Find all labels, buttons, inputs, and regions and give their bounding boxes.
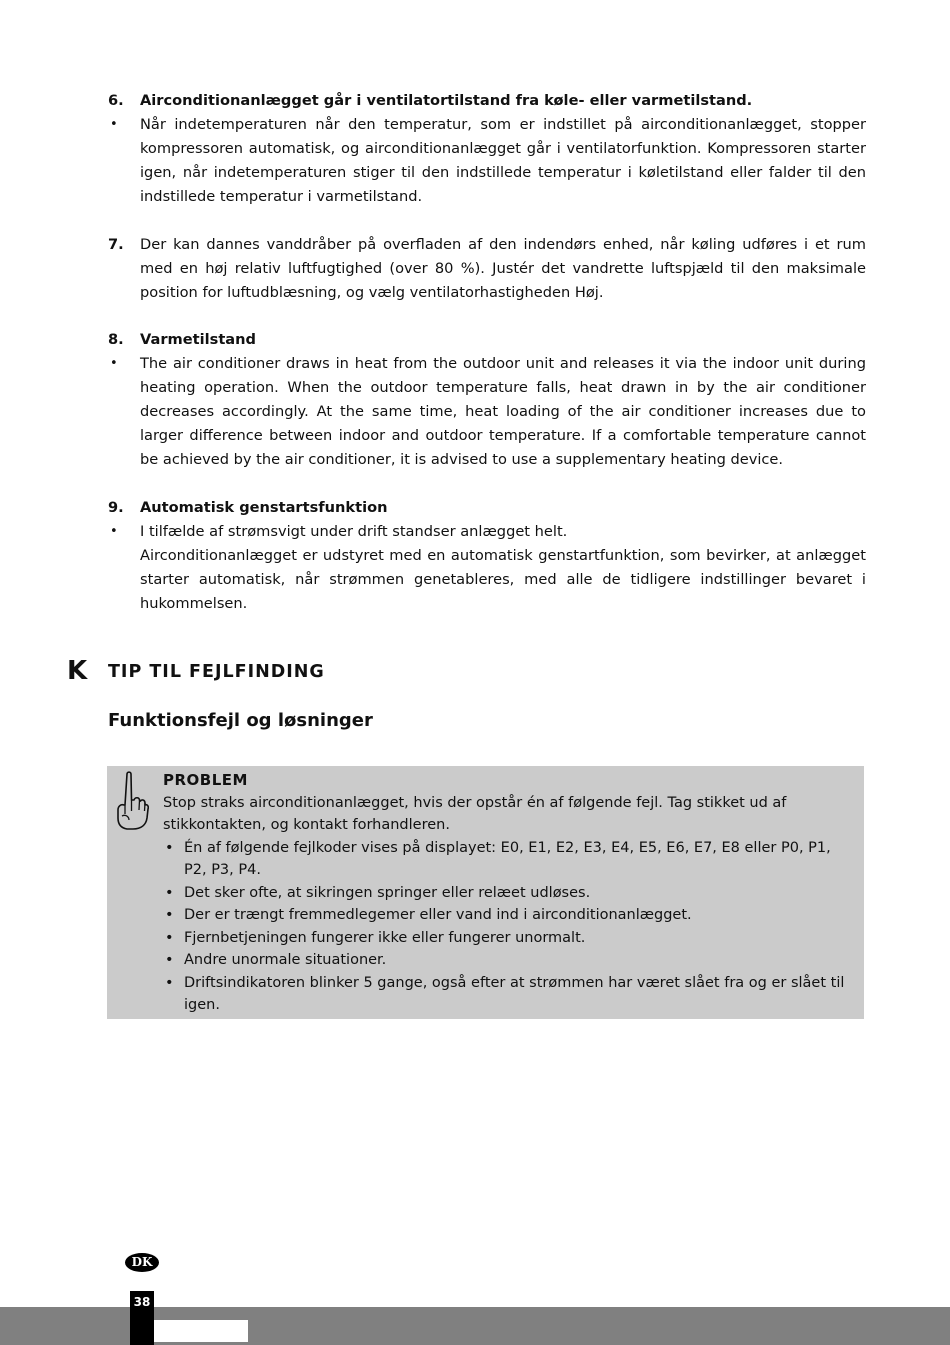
- list-item: • Der er trængt fremmedlegemer eller vand ind i airconditionanlægget.: [163, 904, 853, 927]
- bullet-icon: •: [110, 117, 118, 132]
- item-bullet-text: Når indetemperaturen når den temperatur, som er indstillet på airconditionanlægget, stopper kompressoren automatisk, og airconditionanlægget går i ventilatorfunktion. Kompressoren starter igen, når indetemperaturen stiger til den indstillede temperatur i køletilstand eller falder til den indstillede temperatur i varmetilstand.: [140, 116, 866, 205]
- problem-title: PROBLEM: [163, 771, 248, 789]
- bullet-icon: •: [165, 974, 174, 991]
- section-letter: K: [67, 656, 88, 686]
- item-heading: Airconditionanlægget går i ventilatortilstand fra køle- eller varmetilstand.: [140, 92, 753, 109]
- item-continuation-text: Airconditionanlægget er udstyret med en automatisk genstartfunktion, som bevirker, at anlægget starter automatisk, når strømmen genetableres, med alle de tidligere indstillinger bevaret i hukommelsen.: [140, 547, 866, 612]
- list-item: • Én af følgende fejlkoder vises på displayet: E0, E1, E2, E3, E4, E5, E6, E7, E8 eller P0, P1, P2, P3, P4.: [163, 837, 853, 882]
- bullet-icon: •: [110, 356, 118, 371]
- section-title: TIP TIL FEJLFINDING: [108, 662, 325, 682]
- list-item: • Andre unormale situationer.: [163, 949, 853, 972]
- section-subtitle: Funktionsfejl og løsninger: [108, 710, 373, 731]
- problem-intro: Stop straks airconditionanlægget, hvis der opstår én af følgende fejl. Tag stikket ud af stikkontakten, og kontakt forhandleren.: [163, 794, 787, 833]
- bullet-icon: •: [165, 952, 174, 968]
- list-item: • Fjernbetjeningen fungerer ikke eller fungerer unormalt.: [163, 927, 853, 950]
- item-6: [108, 89, 866, 209]
- item-number: 6.: [108, 92, 124, 109]
- list-item: • Det sker ofte, at sikringen springer eller relæet udløses.: [163, 882, 853, 905]
- item-bullet-text: The air conditioner draws in heat from the outdoor unit and releases it via the indoor unit during heating operation. When the outdoor temperature falls, heat drawn in by the air conditioner decreases accordingly. At the same time, heat loading of the air conditioner increases due to larger difference between indoor and outdoor temperature. If a comfortable temperature cannot be achieved by the air conditioner, it is advised to use a supplementary heating device.: [140, 355, 866, 468]
- list-item: • Driftsindikatoren blinker 5 gange, også efter at strømmen har været slået fra og er slået til igen.: [163, 972, 853, 1017]
- footer-strip: [154, 1320, 248, 1342]
- bullet-icon: •: [165, 907, 174, 923]
- pointing-hand-icon: [113, 770, 149, 832]
- bullet-icon: •: [165, 884, 174, 901]
- bullet-icon: •: [165, 929, 174, 946]
- page-number: 38: [130, 1291, 154, 1345]
- item-number: 7.: [108, 236, 124, 253]
- item-text: Der kan dannes vanddråber på overfladen af den indendørs enhed, når køling udføres i et rum med en høj relativ luftfugtighed (over 80 %). Justér det vandrette luftspjæld til den maksimale position for luftudblæsning, og vælg ventilatorhastigheden Høj.: [140, 236, 866, 301]
- language-badge: DK: [125, 1253, 159, 1272]
- item-7: [108, 233, 866, 305]
- item-number: 9.: [108, 499, 124, 516]
- item-8: [108, 328, 866, 472]
- item-bullet-text: I tilfælde af strømsvigt under drift standser anlægget helt.: [140, 523, 568, 540]
- item-number: 8.: [108, 331, 124, 348]
- item-heading: Automatisk genstartsfunktion: [140, 499, 388, 516]
- problem-content: [163, 769, 853, 1017]
- bullet-icon: •: [165, 839, 174, 856]
- problem-box: [107, 766, 864, 1019]
- item-9: [108, 496, 866, 616]
- item-heading: Varmetilstand: [140, 331, 256, 348]
- bullet-icon: •: [110, 524, 118, 539]
- problem-list: [163, 837, 853, 1017]
